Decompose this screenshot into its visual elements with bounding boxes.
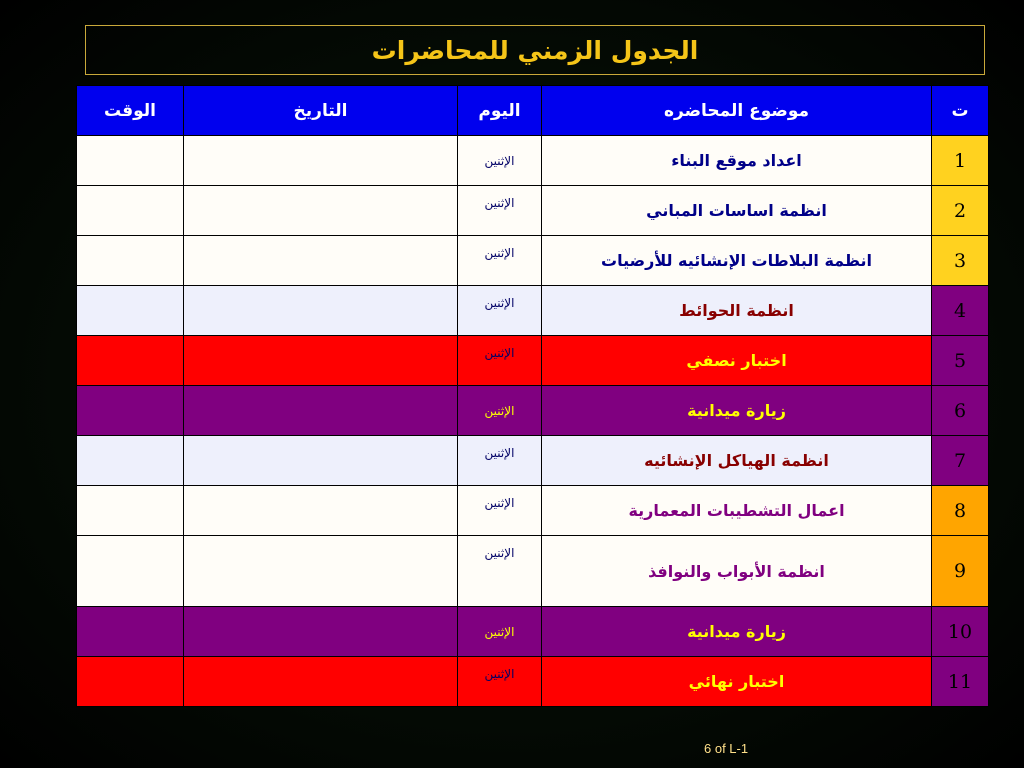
time-cell	[77, 236, 184, 286]
time-cell	[77, 657, 184, 707]
schedule-body	[77, 136, 989, 707]
number-cell: 9	[932, 536, 989, 607]
time-cell	[77, 336, 184, 386]
date-cell	[184, 236, 458, 286]
time-cell	[77, 286, 184, 336]
schedule-table	[76, 85, 989, 707]
topic-cell: اعمال التشطيبات المعمارية	[542, 486, 932, 536]
day-cell: الإثنين	[458, 536, 542, 607]
day-cell: الإثنين	[458, 436, 542, 486]
topic-cell: زيارة ميدانية	[542, 607, 932, 657]
time-cell	[77, 486, 184, 536]
table-row	[77, 186, 989, 236]
date-cell	[184, 657, 458, 707]
page-title: الجدول الزمني للمحاضرات	[371, 35, 699, 65]
table-row	[77, 336, 989, 386]
header-time: الوقت	[77, 86, 184, 136]
date-cell	[184, 136, 458, 186]
date-cell	[184, 607, 458, 657]
table-row	[77, 386, 989, 436]
header-date: التاريخ	[184, 86, 458, 136]
date-cell	[184, 186, 458, 236]
table-row	[77, 286, 989, 336]
day-cell: الإثنين	[458, 286, 542, 336]
number-cell: 4	[932, 286, 989, 336]
table-row	[77, 657, 989, 707]
topic-cell: انظمة اساسات المباني	[542, 186, 932, 236]
number-cell: 2	[932, 186, 989, 236]
topic-cell: انظمة الحوائط	[542, 286, 932, 336]
number-cell: 1	[932, 136, 989, 186]
day-cell: الإثنين	[458, 607, 542, 657]
time-cell	[77, 186, 184, 236]
topic-cell: اعداد موقع البناء	[542, 136, 932, 186]
date-cell	[184, 386, 458, 436]
date-cell	[184, 536, 458, 607]
topic-cell: اختبار نهائي	[542, 657, 932, 707]
number-cell: 7	[932, 436, 989, 486]
date-cell	[184, 486, 458, 536]
time-cell	[77, 536, 184, 607]
day-cell: الإثنين	[458, 336, 542, 386]
slide-footer: 6 of L-1	[704, 741, 749, 756]
day-cell: الإثنين	[458, 186, 542, 236]
day-cell: الإثنين	[458, 136, 542, 186]
topic-cell: زيارة ميدانية	[542, 386, 932, 436]
topic-cell: انظمة الأبواب والنوافذ	[542, 536, 932, 607]
topic-cell: انظمة الهياكل الإنشائيه	[542, 436, 932, 486]
number-cell: 8	[932, 486, 989, 536]
day-cell: الإثنين	[458, 386, 542, 436]
date-cell	[184, 336, 458, 386]
date-cell	[184, 436, 458, 486]
title-box	[85, 25, 985, 75]
header-topic: موضوع المحاضره	[542, 86, 932, 136]
number-cell: 11	[932, 657, 989, 707]
table-row	[77, 436, 989, 486]
table-row	[77, 136, 989, 186]
number-cell: 5	[932, 336, 989, 386]
table-row	[77, 236, 989, 286]
date-cell	[184, 286, 458, 336]
time-cell	[77, 386, 184, 436]
header-row	[77, 86, 989, 136]
day-cell: الإثنين	[458, 486, 542, 536]
time-cell	[77, 607, 184, 657]
header-number: ت	[932, 86, 989, 136]
day-cell: الإثنين	[458, 657, 542, 707]
number-cell: 10	[932, 607, 989, 657]
table-row	[77, 486, 989, 536]
topic-cell: انظمة البلاطات الإنشائيه للأرضيات	[542, 236, 932, 286]
table-row	[77, 536, 989, 607]
time-cell	[77, 136, 184, 186]
number-cell: 3	[932, 236, 989, 286]
table-row	[77, 607, 989, 657]
header-day: اليوم	[458, 86, 542, 136]
topic-cell: اختبار نصفي	[542, 336, 932, 386]
day-cell: الإثنين	[458, 236, 542, 286]
number-cell: 6	[932, 386, 989, 436]
time-cell	[77, 436, 184, 486]
